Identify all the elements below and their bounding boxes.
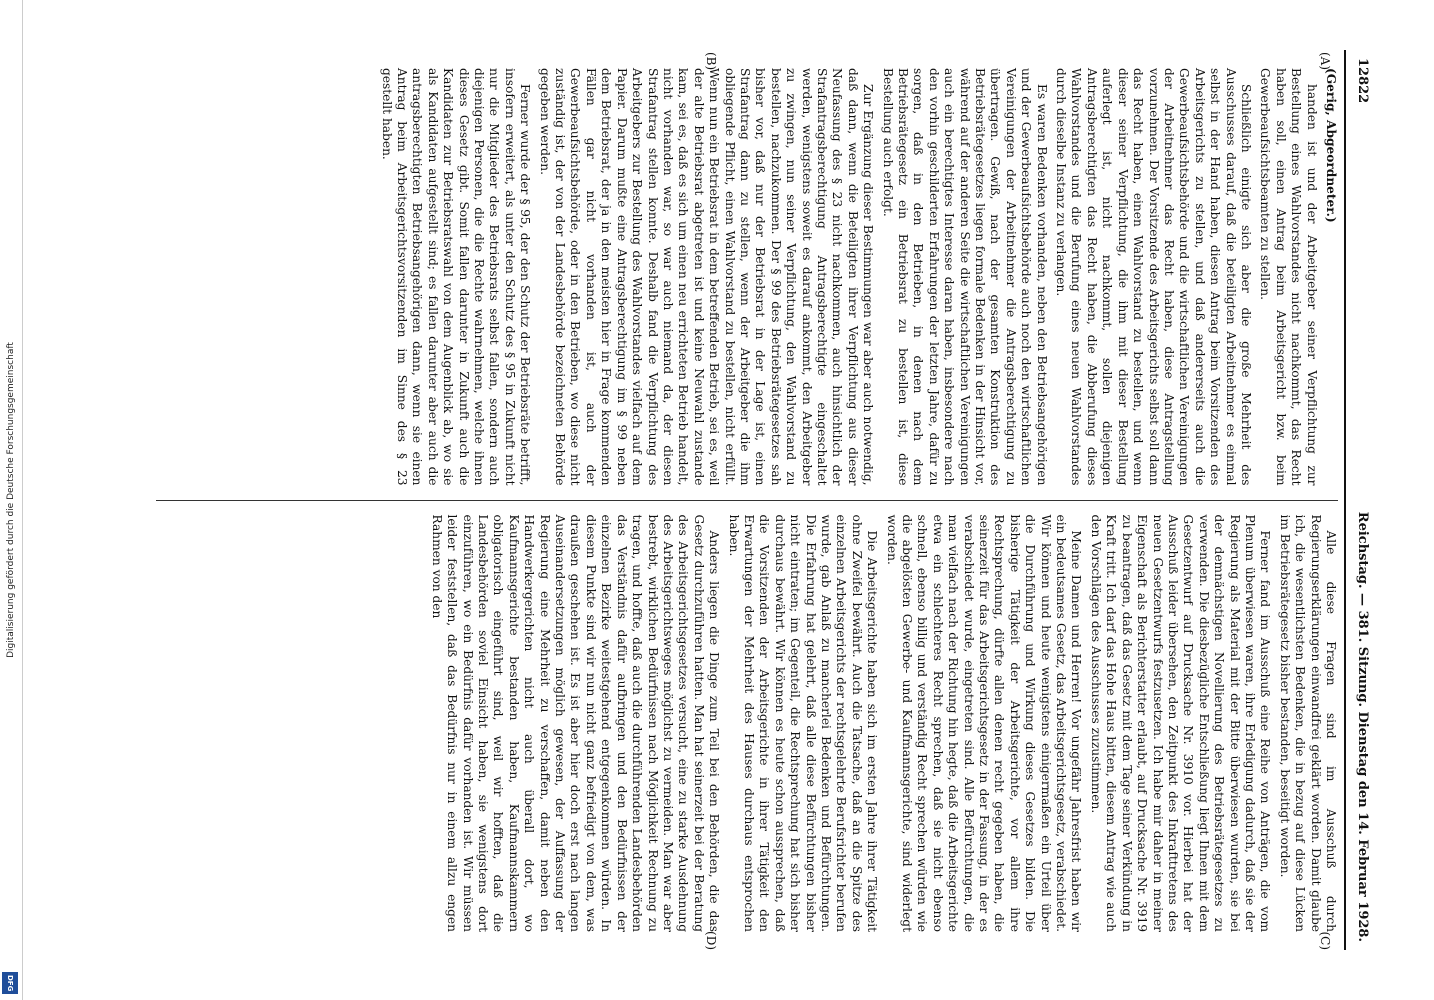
rotated-page-content — [140, 50, 1380, 950]
paragraph: Meine Damen und Herren! Vor ungefähr Jahresfrist haben wir ein bedeutsames Gesetz, das Arbeitsgerichtsgesetz, verabschiedet. Wir können und heute wenigstens einigermaßen ein Urteil über die Durchführung und Wirkung dieses Gesetzes bilden. Die bisherige Tätigkeit der Arbeitsgerichte, vor allem ihre Rechtsprechung, dürfte allen denen recht gegeben haben, die seinerzeit für das Arbeitsgerichtsgesetz in der Fassung, in der es verabschiedet wurde, eingetreten sind. Alle Befürchtungen, die man vielfach nach der Richtung hin hegte, daß die Arbeitsgerichte etwa ein schlechteres Recht sprechen, daß sie nicht ebenso schnell, ebenso billig und verständig Recht sprechen würden wie die abgelösten Gewerbe- und Kaufmannsgerichte, sind widerlegt worden. — [884, 514, 1084, 932]
paragraph: Anders liegen die Dinge zum Teil bei den Behörden, die das Gesetz durchzuführen hatten. Man hat seinerzeit bei der Beratung des Arbeitsgerichtsgesetzes versucht, eine zu starke Ausdehnung des Arbeitsgerichtsweges möglichst zu vermeiden. Man war aber bestrebt, wirklichen Bedürfnissen nach Möglichkeit Rechnung zu tragen, und hoffte, daß auch die durchführenden Landesbehörden das Verständnis dafür aufbringen und den Bedürfnissen der einzelnen Bezirke weitestgehend entgegenkommen würden. In diesem Punkte sind wir nun nicht ganz befriedigt von dem, was draußen geschehen ist. Es ist aber hier doch erst nach langen Auseinandersetzungen möglich gewesen, der Auffassung der Regierung eine Mehrheit zu verschaffen, damit neben den Handwerkergerichten nicht auch überall dort, wo Kaufmannsgerichte bestanden haben, Kaufmannskammern obligatorisch eingeführt sind, weil wir hofften, daß die Landesbehörden soviel Einsicht haben, sie wenigstens dort einzuführen, wo ein Bedürfnis dafür vorhanden ist. Wir müssen leider feststellen, daß das Bedürfnis nur in einem allzu engen Rahmen von den — [429, 514, 722, 932]
margin-marker-d: (D) — [704, 931, 718, 950]
page-title: Reichstag. — 381. Sitzung. Dienstag den 14. Februar 1928. — [1355, 511, 1371, 942]
paragraph: Zur Ergänzung dieser Bestimmungen war aber auch notwendig, daß dann, wenn die Beteiligten ihrer Verpflichtung aus dieser Neufassung des § 23 nicht nachkommen, auch hinsichtlich der Strafantragsberechtigung Antragsberechtigte eingeschaltet werden, wenigstens soweit es darauf ankommt, den Arbeitgeber zu zwingen, nun seiner Verpflichtung, den Wahlvorstand zu bestellen, nachzukommen. Der § 99 des Betriebsrätegesetzes sah bisher vor, daß nur der Betriebsrat in der Lage ist, einen Strafantrag dann zu stellen, wenn der Arbeitgeber die ihm obliegende Pflicht, einen Wahlvorstand zu bestellen, nicht erfüllt. Wenn nun ein Betriebsrat in dem betreffenden Betrieb, sei es, weil der alte Betriebsrat abgetreten ist und keine Neuwahl zustande kam, sei es, daß es sich um einen neu errichteten Betrieb handelt, nicht vorhanden war, so war auch niemand da, der diesen Strafantrag stellen konnte. Deshalb fand die Verpflichtung des Arbeitgebers zur Bestellung des Wahlvorstandes vielfach auf dem Papier. Darum mußte eine Antragsberechtigung im § 99 neben dem Betriebsrat, der ja in den meisten hier in Frage kommenden Fällen gar nicht vorhanden ist, auch der Gewerbeaufsichtsbehörde, oder in den Betrieben, wo diese nicht zuständig ist, der von der Landesbehörde bezeichneten Behörde gegeben werden. — [537, 68, 876, 486]
page-header — [1344, 50, 1380, 950]
dfg-logo: DFG — [2, 972, 18, 994]
paragraph: handen ist und der Arbeitgeber seiner Verpflichtung zur Bestellung eines Wahlvorstandes nicht nachkommt, das Recht haben soll, einen Antrag beim Arbeitsgericht bzw. beim Gewerbeaufsichtsbeamten zu stellen. — [1258, 68, 1319, 486]
left-column — [156, 54, 1338, 500]
text-columns — [150, 50, 1344, 950]
margin-marker-a: (A) — [1318, 52, 1332, 71]
margin-marker-c: (C) — [1318, 931, 1332, 950]
margin-marker-b: (B) — [704, 52, 718, 71]
dfg-credit-text: Digitalisierung gefördert durch die Deutsche Forschungsgemeinschaft — [6, 342, 16, 658]
page-number: 12822 — [1355, 58, 1371, 104]
paragraph: Ferner fand im Ausschuß eine Reihe von Anträgen, die vom Plenum überwiesen waren, ihre Erledigung dadurch, daß sie der Regierung als Material mit der Bitte überwiesen wurden, sie bei der demnächstigen Novellierung des Betriebsrätegesetzes zu verwenden. Die diesbezügliche Entschließung liegt Ihnen mit dem Gesetzentwurf auf Drucksache Nr. 3910 vor. Hierbei hat der Ausschuß leider übersehen, den Zeitpunkt des Inkrafttretens des neuen Gesetzentwurfs festzusetzen. Ich habe mir daher in meiner Eigenschaft als Berichterstatter erlaubt, auf Drucksache Nr. 3919 zu beantragen, daß das Gesetz mit dem Tage seiner Verkündung in Kraft tritt. Ich darf das Hohe Haus bitten, diesem Antrag wie auch den Vorschlägen des Ausschusses zuzustimmen. — [1088, 514, 1273, 932]
paragraph: Es waren Bedenken vorhanden, neben den Betriebsangehörigen und der Gewerbeaufsichtsbehörde auch noch den wirtschaftlichen Vereinigungen der Arbeitnehmer die Antragsberechtigung zu übertragen. Gewiß, nach der gesamten Konstruktion des Betriebsrätegesetzes liegen formale Bedenken in der Hinsicht vor, während auf der anderen Seite die wirtschaftlichen Vereinigungen auch ein berechtigtes Interesse daran haben, insbesondere nach den vorhin geschilderten Erfahrungen der letzten Jahre, dafür zu sorgen, daß in den Betrieben, in denen nach dem Betriebsrätegesetz ein Betriebsrat zu bestellen ist, diese Bestellung auch erfolgt. — [880, 68, 1049, 486]
speaker-label: (Gerig, Abgeordneter.) — [1324, 68, 1338, 223]
paragraph: Ferner wurde der § 95, der den Schutz der Betriebsräte betrifft, insofern erweitert, als unter den Schutz des § 95 in Zukunft nicht nur die Mitglieder des Betriebsrats selbst fallen, sondern auch diejenigen Personen, die die Rechte wahrnehmen, welche ihnen dieses Gesetz gibt. Somit fallen darunter in Zukunft auch die Kandidaten zur Betriebsratswahl von dem Augenblick ab, wo sie als Kandidaten aufgestellt sind; es fallen darunter aber auch die antragsberechtigten Betriebsangehörigen dann, wenn sie einen Antrag beim Arbeitsgerichtsvorsitzenden im Sinne des § 23 gestellt haben. — [379, 68, 533, 486]
paragraph: Die Arbeitsgerichte haben sich im ersten Jahre ihrer Tätigkeit ohne Zweifel bewährt. Auch die Tatsache, daß an die Spitze des einzelnen Arbeitsgerichts der rechtsgelehrte Berufsrichter berufen wurde, gab Anlaß zu mancherlei Bedenken und Befürchtungen. Die Erfahrung hat gelehrt, daß alle diese Befürchtungen bisher nicht eintraten; im Gegenteil, die Rechtsprechung hat sich bisher durchaus bewährt. Wir können es heute schon aussprechen, daß die Vorsitzenden der Arbeitsgerichte in ihrer Tätigkeit den Erwartungen der Mehrheit des Hauses durchaus entsprochen haben. — [726, 514, 880, 932]
paragraph: Alle diese Fragen sind im Ausschuß durch Regierungserklärungen einwandfrei geklärt worden. Damit glaube ich, die wesentlichsten Bedenken, die in bezug auf diese Lücken im Betriebsrätegesetz bisher bestanden, beseitigt worden. — [1277, 514, 1338, 932]
scanned-page — [140, 50, 1380, 950]
paragraph: Schließlich einigte sich aber die große Mehrheit des Ausschusses darauf, daß die beteiligten Arbeitnehmer es einmal selbst in der Hand haben, diesen Antrag beim Vorsitzenden des Arbeitsgerichts zu stellen, und daß andererseits auch die Gewerbeaufsichtsbehörde und die wirtschaftlichen Vereinigungen der Arbeitnehmer das Recht haben, diese Antragstellung vorzunehmen. Der Vorsitzende des Arbeitsgerichts selbst soll dann das Recht haben, einen Wahlvorstand zu bestellen, und wenn dieser seiner Verpflichtung, die ihm mit dieser Bestellung auferlegt ist, nicht nachkommt, sollen diejenigen Antragsberechtigten das Recht haben, die Abberufung dieses Wahlvorstandes und die Berufung eines neuen Wahlvorstandes durch dieselbe Instanz zu verlangen. — [1054, 68, 1253, 486]
right-column — [156, 501, 1338, 950]
digitization-sidebar — [0, 0, 23, 1000]
